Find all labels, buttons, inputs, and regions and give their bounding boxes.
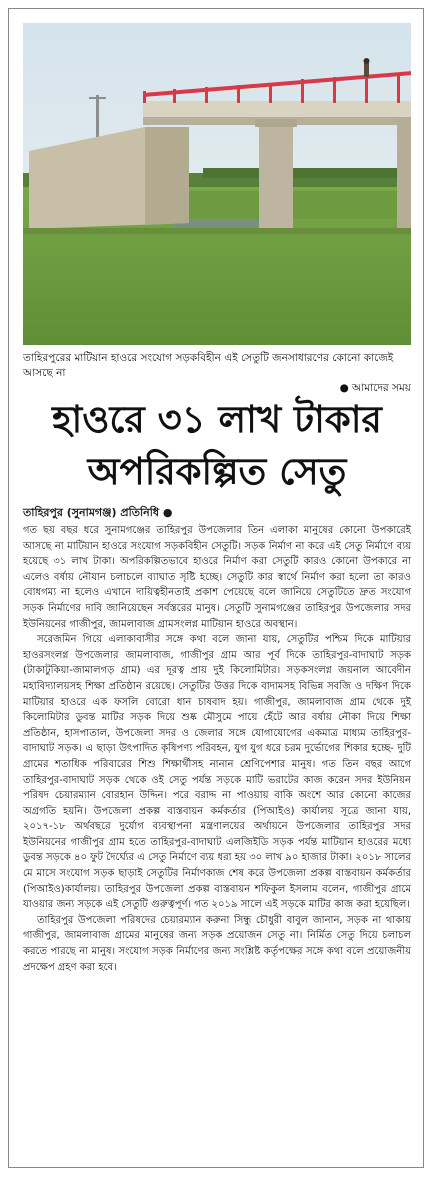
paragraph-1: গত ছয় বছর ধরে সুনামগঞ্জের তাহিরপুর উপজেলার তিন এলাকা মানুষের কোনো উপকারেই আসছে না মাটিয়ান হাওরে সংযোগ সড়কবিহীন সেতুটি। সড়ক নির্মাণ না করে এই সেতু নির্মাণে ব্যয় হয়েছে ৩১ লাখ টাকা। অপরিকল্পিতভাবে হাওরে নির্মাণ করা সেতুটি কারও কোনো উপকারে না এলেও বর্ষায় নৌযান চলাচলে ব্যাঘাত সৃষ্টি হচ্ছে। সেতুটি কার স্বার্থে নির্মাণ করা হলো তা কারও বোধগম্য না হলেও এখানে দায়িত্বহীনতাই প্রকাশ পেয়েছে বলে জানিয়ে সেতুটিতে দ্রুত সংযোগ সড়ক নির্মাণের দাবি জানিয়েছেন সর্বস্তরের মানুষ। সেতুটি সুনামগঞ্জের তাহিরপুর উপজেলার সদর ইউনিয়নের গাজীপুর, জামলাবাজ গ্রামসংলগ্ন মাটিয়ান হাওরে অবস্থান।	[23, 525, 411, 630]
caption-text: তাহিরপুরের মাটিয়ান হাওরে সংযোগ সড়কবিহীন এই সেতুটি জনসাধারণের কোনো কাজেই আসছে না	[23, 352, 394, 379]
headline-line-2: অপরিকল্পিত সেতু	[87, 449, 347, 493]
newspaper-clipping	[8, 8, 424, 1168]
photo-caption	[23, 351, 411, 396]
headline-line-1: হাওরে ৩১ লাখ টাকার	[52, 397, 382, 441]
paragraph-3: তাহিরপুর উপজেলা পরিষদের চেয়ারম্যান করুনা সিন্ধু চৌধুরী বাবুল জানান, সড়ক না থাকায় গাজীপুর, জামলাবাজ গ্রামের মানুষের জন্য সড়ক প্রয়োজন সেতু না। নির্মিত সেতু দিয়ে চলাচল করতে পারছে না মানুষ। সংযোগ সড়ক নির্মাণের জন্য সংশ্লিষ্ট কর্তৃপক্ষের সঙ্গে কথা বলে প্রয়োজনীয় প্রদক্ষেপ গ্রহণ করা হবে।	[23, 914, 411, 973]
headline	[19, 393, 415, 497]
paragraph-2: সরেজমিন গিয়ে এলাকাবাসীর সঙ্গে কথা বলে জানা যায়, সেতুটির পশ্চিম দিকে মাটিয়ার হাওরসংলগ্ন উপজেলার জামলাবাজ, গাজীপুর গ্রাম আর পূর্ব দিকে তাহিরপুর-বাদাঘাট সড়ক (টাকাটুকিয়া-জামালগড় গ্রাম) এর দূরত্ব প্রায় দুই কিলোমিটার। সড়কসংলগ্ন জয়নাল আবেদীন মহাবিদ্যালয়সহ শিক্ষা প্রতিষ্ঠান রয়েছে। সেতুটির উত্তর দিকে বাদামসহ বিভিন্ন সবজি ও দক্ষিণ দিকে মাটিয়ার হাওরে এক ফসলি বোরো ধান চাষবাদ হয়। গাজীপুর, জামলাবাজ গ্রাম থেকে দুই কিলোমিটার ডুবন্ত মাটির সড়ক দিয়ে শুষ্ক মৌসুমে পায়ে হেঁটে আর বর্ষায় নৌকা দিয়ে শিক্ষা প্রতিষ্ঠান, হাসপাতাল, উপজেলা সদর ও জেলার সঙ্গে যোগাযোগের একমাত্র মাধ্যম তাহিরপুর-বাদাঘাট সড়ক। এ ছাড়া উৎপাদিত কৃষিপণ্য পরিবহন, যুগ যুগ ধরে চরম দুর্ভোগের শিকার হচ্ছে- দুটি গ্রামের শতাধিক পরিবারের শিশু শিক্ষার্থীসহ নানান শ্রেণিপেশার মানুষ। গত তিন বছর আগে তাহিরপুর-বাদাঘাট সড়ক থেকে ওই সেতু পর্যন্ত সড়কে মাটি ভরাটের কাজ করেন সদর ইউনিয়ন পরিষদ চেয়ারম্যান বোরহান উদ্দিন। পরে বরাদ্দ না পাওয়ায় বাকি অংশে আর কোনো কাজের অগ্রগতি হয়নি। উপজেলা প্রকল্প বাস্তবায়ন কর্মকর্তার (পিআইও) কার্যালয় সূত্রে জানা যায়, ২০১৭-১৮ অর্থবছরে দুর্যোগ ব্যবস্থাপনা মন্ত্রণালয়ের অর্থায়নে উপজেলার তাহিরপুর সদর ইউনিয়নের গাজীপুর গ্রাম হতে তাহিরপুর-বাদাঘাট এলজিইডি সড়ক পর্যন্ত মাটিয়ান হাওরের মধ্যে ডুবন্ত সড়কে ৪০ ফুট দৈর্ঘ্যের এ সেতু নির্মাণে ব্যয় ধরা হয় ৩০ লাখ ৯০ হাজার টাকা। ২০১৮ সালের মে মাসে সংযোগ সড়ক ছাড়াই সেতুটির নির্মাণকাজ শেষ করে উপজেলা প্রকল্প বাস্তবায়ন কর্মকর্তার (পিআইও)কার্যালয়। তাহিরপুর উপজেলা প্রকল্প বাস্তবায়ন শফিকুল ইসলাম বলেন, গাজীপুর গ্রামে যাওয়ার জন্য সড়কে এই সেতুটি গুরুত্বপূর্ণ। গত ২০১৯ সালে এই সড়কে মাটির কাজ করা হয়েছিল।	[23, 634, 411, 911]
photo-credit: ● আমাদের সময়	[339, 382, 411, 394]
bridge-photo	[23, 23, 411, 345]
byline: তাহিরপুর (সুনামগঞ্জ) প্রতিনিধি ●	[23, 506, 173, 519]
article-body	[23, 523, 411, 975]
